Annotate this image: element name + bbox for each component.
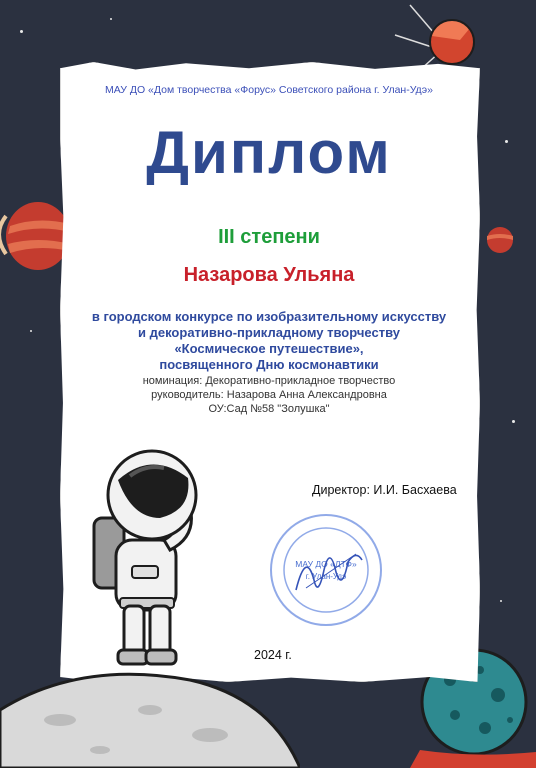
star: [110, 18, 112, 20]
moon-surface: [0, 650, 300, 768]
organization-name: МАУ ДО «Дом творчества «Форус» Советского района г. Улан-Удэ»: [104, 84, 433, 96]
stamp-line2: г. Улан-Удэ: [305, 572, 347, 581]
star: [20, 30, 23, 33]
planet-icon: [478, 222, 518, 258]
description-line: посвященного Дню космонавтики: [159, 357, 379, 372]
star: [500, 600, 502, 602]
description-line: «Космическое путешествие»,: [174, 341, 364, 356]
star: [505, 140, 508, 143]
nomination-line: номинация: Декоративно-прикладное творчество: [142, 375, 396, 387]
star: [512, 420, 515, 423]
description-line: в городском конкурсе по изобразительному искусству: [91, 309, 447, 324]
degree-label: III степени: [218, 226, 320, 248]
institution-line: ОУ:Сад №58 "Золушка": [208, 403, 330, 415]
star: [30, 330, 32, 332]
diploma-title: Диплом: [146, 119, 392, 186]
year-label: 2024 г.: [254, 648, 292, 662]
official-stamp: [266, 510, 386, 630]
description-line: и декоративно-прикладному творчеству: [138, 325, 400, 340]
stamp-line1: МАУ ДО «ДТФ»: [295, 559, 357, 569]
director-signature-line: Директор: И.И. Басхаева: [312, 483, 457, 497]
supervisor-line: руководитель: Назарова Анна Александровна: [151, 389, 387, 401]
recipient-name: Назарова Ульяна: [183, 264, 355, 286]
